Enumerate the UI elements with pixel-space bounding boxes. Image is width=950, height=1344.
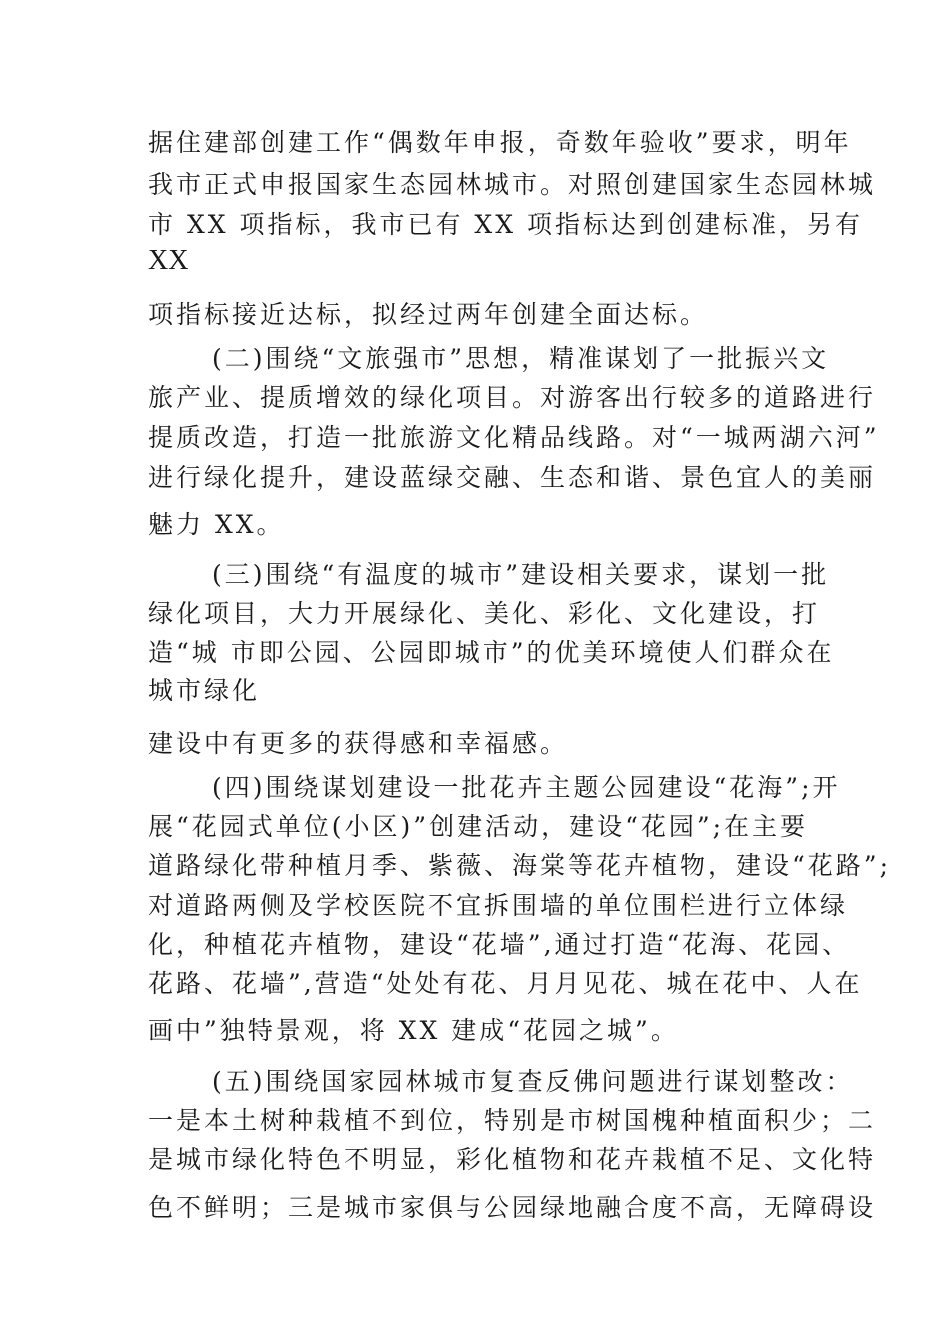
text-line: 据住建部创建工作“偶数年申报，奇数年验收”要求，明年 <box>148 128 852 157</box>
text-line: 我市正式申报国家生态园林城市。对照创建国家生态园林城 <box>148 170 877 199</box>
text-line: 画中”独特景观，将 XX 建成“花园之城”。 <box>148 1016 679 1045</box>
paragraph-5-start: (五)围绕国家园林城市复查反佛问题进行谋划整改： <box>212 1067 854 1096</box>
text-line: 对道路两侧及学校医院不宜拆围墙的单位围栏进行立体绿 <box>148 891 849 920</box>
paragraph-3-start: (三)围绕“有温度的城市”建设相关要求，谋划一批 <box>212 560 830 589</box>
text-line: 花路、花墙”,营造“处处有花、月月见花、城在花中、人在 <box>148 969 863 998</box>
paragraph-4-start: (四)围绕谋划建设一批花卉主题公园建设“花海”;开 <box>212 773 841 802</box>
text-line: 绿化项目，大力开展绿化、美化、彩化、文化建设，打 <box>148 599 821 628</box>
text-line: 道路绿化带种植月季、紫薇、海棠等花卉植物，建设“花路”; <box>148 851 891 880</box>
text-line: 建设中有更多的获得感和幸福感。 <box>148 729 569 758</box>
text-line: 城市绿化 <box>148 676 261 705</box>
text-line: 造“城 市即公园、公园即城市”的优美环境使人们群众在 <box>148 638 835 667</box>
text-line: 提质改造，打造一批旅游文化精品线路。对“一城两湖六河” <box>148 423 880 452</box>
text-line: 魅力 XX。 <box>148 510 285 539</box>
text-line: 是城市绿化特色不明显，彩化植物和花卉栽植不足、文化特 <box>148 1145 877 1174</box>
paragraph-2-start: (二)围绕“文旅强市”思想，精准谋划了一批振兴文 <box>212 344 830 373</box>
text-line: 展“花园式单位(小区)”创建活动，建设“花园”;在主要 <box>148 812 809 841</box>
text-line: 色不鲜明；三是城市家俱与公园绿地融合度不高，无障碍设 <box>148 1193 877 1222</box>
text-line: 化，种植花卉植物，建设“花墙”,通过打造“花海、花园、 <box>148 930 851 959</box>
text-line: 项指标接近达标，拟经过两年创建全面达标。 <box>148 300 709 329</box>
text-line: 进行绿化提升，建设蓝绿交融、生态和谐、景色宜人的美丽 <box>148 463 877 492</box>
text-line: 旅产业、提质增效的绿化项目。对游客出行较多的道路进行 <box>148 383 877 412</box>
text-line: 一是本土树种栽植不到位，特别是市树国槐种植面积少；二 <box>148 1106 877 1135</box>
text-line: 市 XX 项指标，我市已有 XX 项指标达到创建标准，另有 <box>148 210 863 239</box>
text-line: XX <box>148 245 189 276</box>
